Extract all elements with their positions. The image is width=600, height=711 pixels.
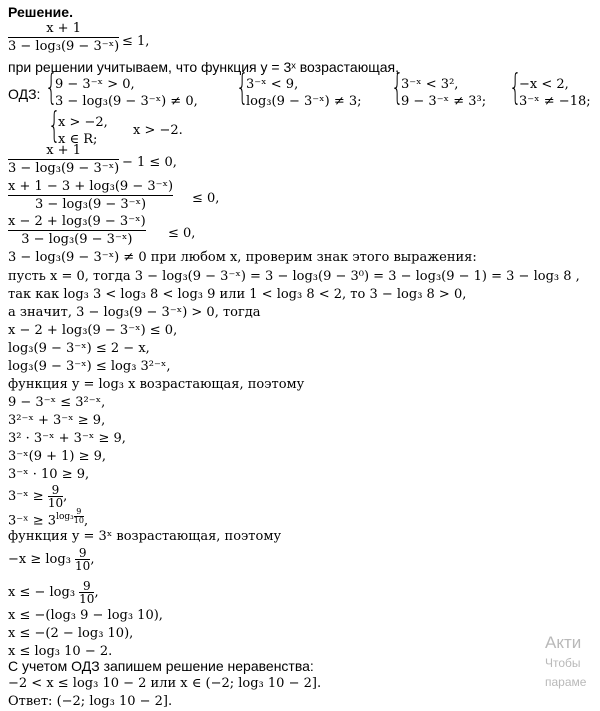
fraction-bar bbox=[8, 37, 119, 38]
fraction-line-3 bbox=[8, 547, 94, 572]
small-fraction bbox=[79, 580, 94, 605]
exponent-log: log₃ bbox=[56, 512, 74, 522]
system-row: 3⁻ˣ ≠ −18; bbox=[519, 94, 591, 109]
solution-heading: Решение. bbox=[8, 4, 73, 20]
step2-tail: ≤ 0, bbox=[192, 191, 220, 206]
brace-icon: { bbox=[391, 67, 404, 108]
solution-line: так как log₃ 3 < log₃ 8 < log₃ 9 или 1 < log₃ 8 < 2, то 3 − log₃ 8 > 0, bbox=[8, 287, 467, 302]
solution-line: функция y = log₃ x возрастающая, поэтому bbox=[8, 377, 305, 392]
lhs: 3⁻ˣ ≥ 3 bbox=[8, 513, 57, 529]
brace-icon: { bbox=[236, 67, 249, 108]
fraction-line-2 bbox=[8, 508, 88, 527]
solution-line: а значит, 3 − log₃(9 − 3⁻ˣ) > 0, тогда bbox=[8, 305, 261, 320]
final-line: −2 < x ≤ log₃ 10 − 2 или x ∈ (−2; log₃ 10 − 2]. bbox=[8, 676, 322, 691]
fraction-numerator: 9 bbox=[51, 483, 60, 497]
tail: , bbox=[83, 513, 89, 529]
tail: , bbox=[94, 585, 99, 600]
solution-line: пусть x = 0, тогда 3 − log₃(9 − 3⁻ˣ) = 3 − log₃(9 − 3⁰) = 3 − log₃(9 − 1) = 3 − log₃ 8 , bbox=[8, 269, 580, 284]
fraction-numerator: 9 bbox=[82, 579, 91, 593]
solution-line: x ≤ −(2 − log₃ 10), bbox=[8, 626, 134, 641]
step1-numerator: x + 1 bbox=[46, 143, 81, 158]
solution-line: x ≤ −(log₃ 9 − log₃ 10), bbox=[8, 608, 163, 623]
watermark-title: Акти bbox=[545, 633, 582, 652]
system-row: 3⁻ˣ < 9, bbox=[246, 77, 299, 92]
conclusion-text: С учетом ОДЗ запишем решение неравенства: bbox=[8, 658, 314, 674]
tail: , bbox=[63, 489, 68, 504]
system-row: 3⁻ˣ < 3², bbox=[401, 77, 459, 92]
step2-denominator: 3 − log₃(9 − 3⁻ˣ) bbox=[34, 197, 147, 212]
step2-fraction bbox=[8, 180, 173, 211]
main-denominator: 3 − log₃(9 − 3⁻ˣ) bbox=[8, 39, 120, 54]
brace-icon: { bbox=[48, 105, 61, 146]
answer-line: Ответ: (−2; log₃ 10 − 2]. bbox=[8, 694, 173, 709]
system-row: 9 − 3⁻ˣ ≠ 3³; bbox=[401, 94, 487, 109]
fraction-denominator: 10 bbox=[73, 516, 84, 525]
note-increasing: при решении учитываем, что функция y = 3ˣ возрастающая, bbox=[8, 59, 399, 75]
fraction-numerator: 9 bbox=[76, 507, 82, 516]
solution-line: log₃(9 − 3⁻ˣ) ≤ 2 − x, bbox=[8, 341, 150, 356]
fraction-line-4 bbox=[8, 580, 99, 605]
tail: , bbox=[90, 552, 95, 567]
odz-result: x > −2. bbox=[133, 123, 183, 138]
system-row: 9 − 3⁻ˣ > 0, bbox=[55, 77, 135, 92]
fraction-bar bbox=[8, 195, 173, 196]
step3-numerator: x − 2 + log₃(9 − 3⁻ˣ) bbox=[8, 214, 146, 229]
exponent bbox=[56, 507, 84, 525]
main-inequality-fraction bbox=[8, 22, 119, 53]
system-row: 3 − log₃(9 − 3⁻ˣ) ≠ 0, bbox=[55, 94, 198, 109]
step3-tail: ≤ 0, bbox=[168, 226, 196, 241]
watermark-line: Чтобы bbox=[545, 656, 581, 670]
step3-denominator: 3 − log₃(9 − 3⁻ˣ) bbox=[21, 232, 133, 247]
solution-line: 9 − 3⁻ˣ ≤ 3²⁻ˣ, bbox=[8, 395, 106, 410]
solution-line: log₃(9 − 3⁻ˣ) ≤ log₃ 3²⁻ˣ, bbox=[8, 359, 171, 374]
fraction-line-1 bbox=[8, 484, 67, 509]
step3-fraction bbox=[8, 215, 146, 246]
step1-tail: − 1 ≤ 0, bbox=[122, 155, 177, 170]
main-inequality-tail: ≤ 1, bbox=[122, 34, 150, 49]
step1-fraction bbox=[8, 144, 119, 175]
fraction-denominator: 10 bbox=[47, 496, 64, 510]
fraction-denominator: 10 bbox=[79, 592, 95, 606]
brace-icon: { bbox=[509, 67, 522, 108]
fraction-bar bbox=[8, 230, 146, 231]
system-row: log₃(9 − 3⁻ˣ) ≠ 3; bbox=[246, 94, 362, 109]
brace-icon: { bbox=[45, 67, 58, 108]
exponent-fraction bbox=[74, 508, 84, 525]
fraction-bar bbox=[8, 159, 119, 160]
lhs: 3⁻ˣ ≥ bbox=[8, 489, 44, 504]
solution-line: 3² · 3⁻ˣ + 3⁻ˣ ≥ 9, bbox=[8, 431, 126, 446]
odz-label: ОДЗ: bbox=[8, 86, 41, 102]
solution-line: x ≤ log₃ 10 − 2. bbox=[8, 644, 113, 659]
system-row: −x < 2, bbox=[519, 77, 569, 92]
fraction-numerator: 9 bbox=[78, 546, 87, 560]
small-fraction bbox=[75, 547, 90, 572]
lhs: x ≤ − log₃ bbox=[8, 585, 76, 600]
small-fraction bbox=[48, 484, 63, 509]
solution-line: x − 2 + log₃(9 − 3⁻ˣ) ≤ 0, bbox=[8, 323, 178, 338]
system-row: x > −2, bbox=[58, 115, 108, 130]
solution-line: 3²⁻ˣ + 3⁻ˣ ≥ 9, bbox=[8, 413, 106, 428]
fraction-denominator: 10 bbox=[75, 559, 91, 573]
system-row: x ∈ R; bbox=[58, 132, 98, 147]
step2-numerator: x + 1 − 3 + log₃(9 − 3⁻ˣ) bbox=[8, 179, 174, 194]
watermark-line: параме bbox=[545, 675, 587, 689]
step1-denominator: 3 − log₃(9 − 3⁻ˣ) bbox=[8, 161, 120, 176]
note-increasing-2: функция y = 3ˣ возрастающая, поэтому bbox=[8, 529, 282, 544]
solution-line: 3⁻ˣ(9 + 1) ≥ 9, bbox=[8, 449, 107, 464]
main-numerator: x + 1 bbox=[46, 21, 81, 36]
lhs: −x ≥ log₃ bbox=[8, 552, 71, 567]
solution-line: 3⁻ˣ · 10 ≥ 9, bbox=[8, 467, 90, 482]
solution-line: 3 − log₃(9 − 3⁻ˣ) ≠ 0 при любом x, проверим знак этого выражения: bbox=[8, 250, 477, 265]
